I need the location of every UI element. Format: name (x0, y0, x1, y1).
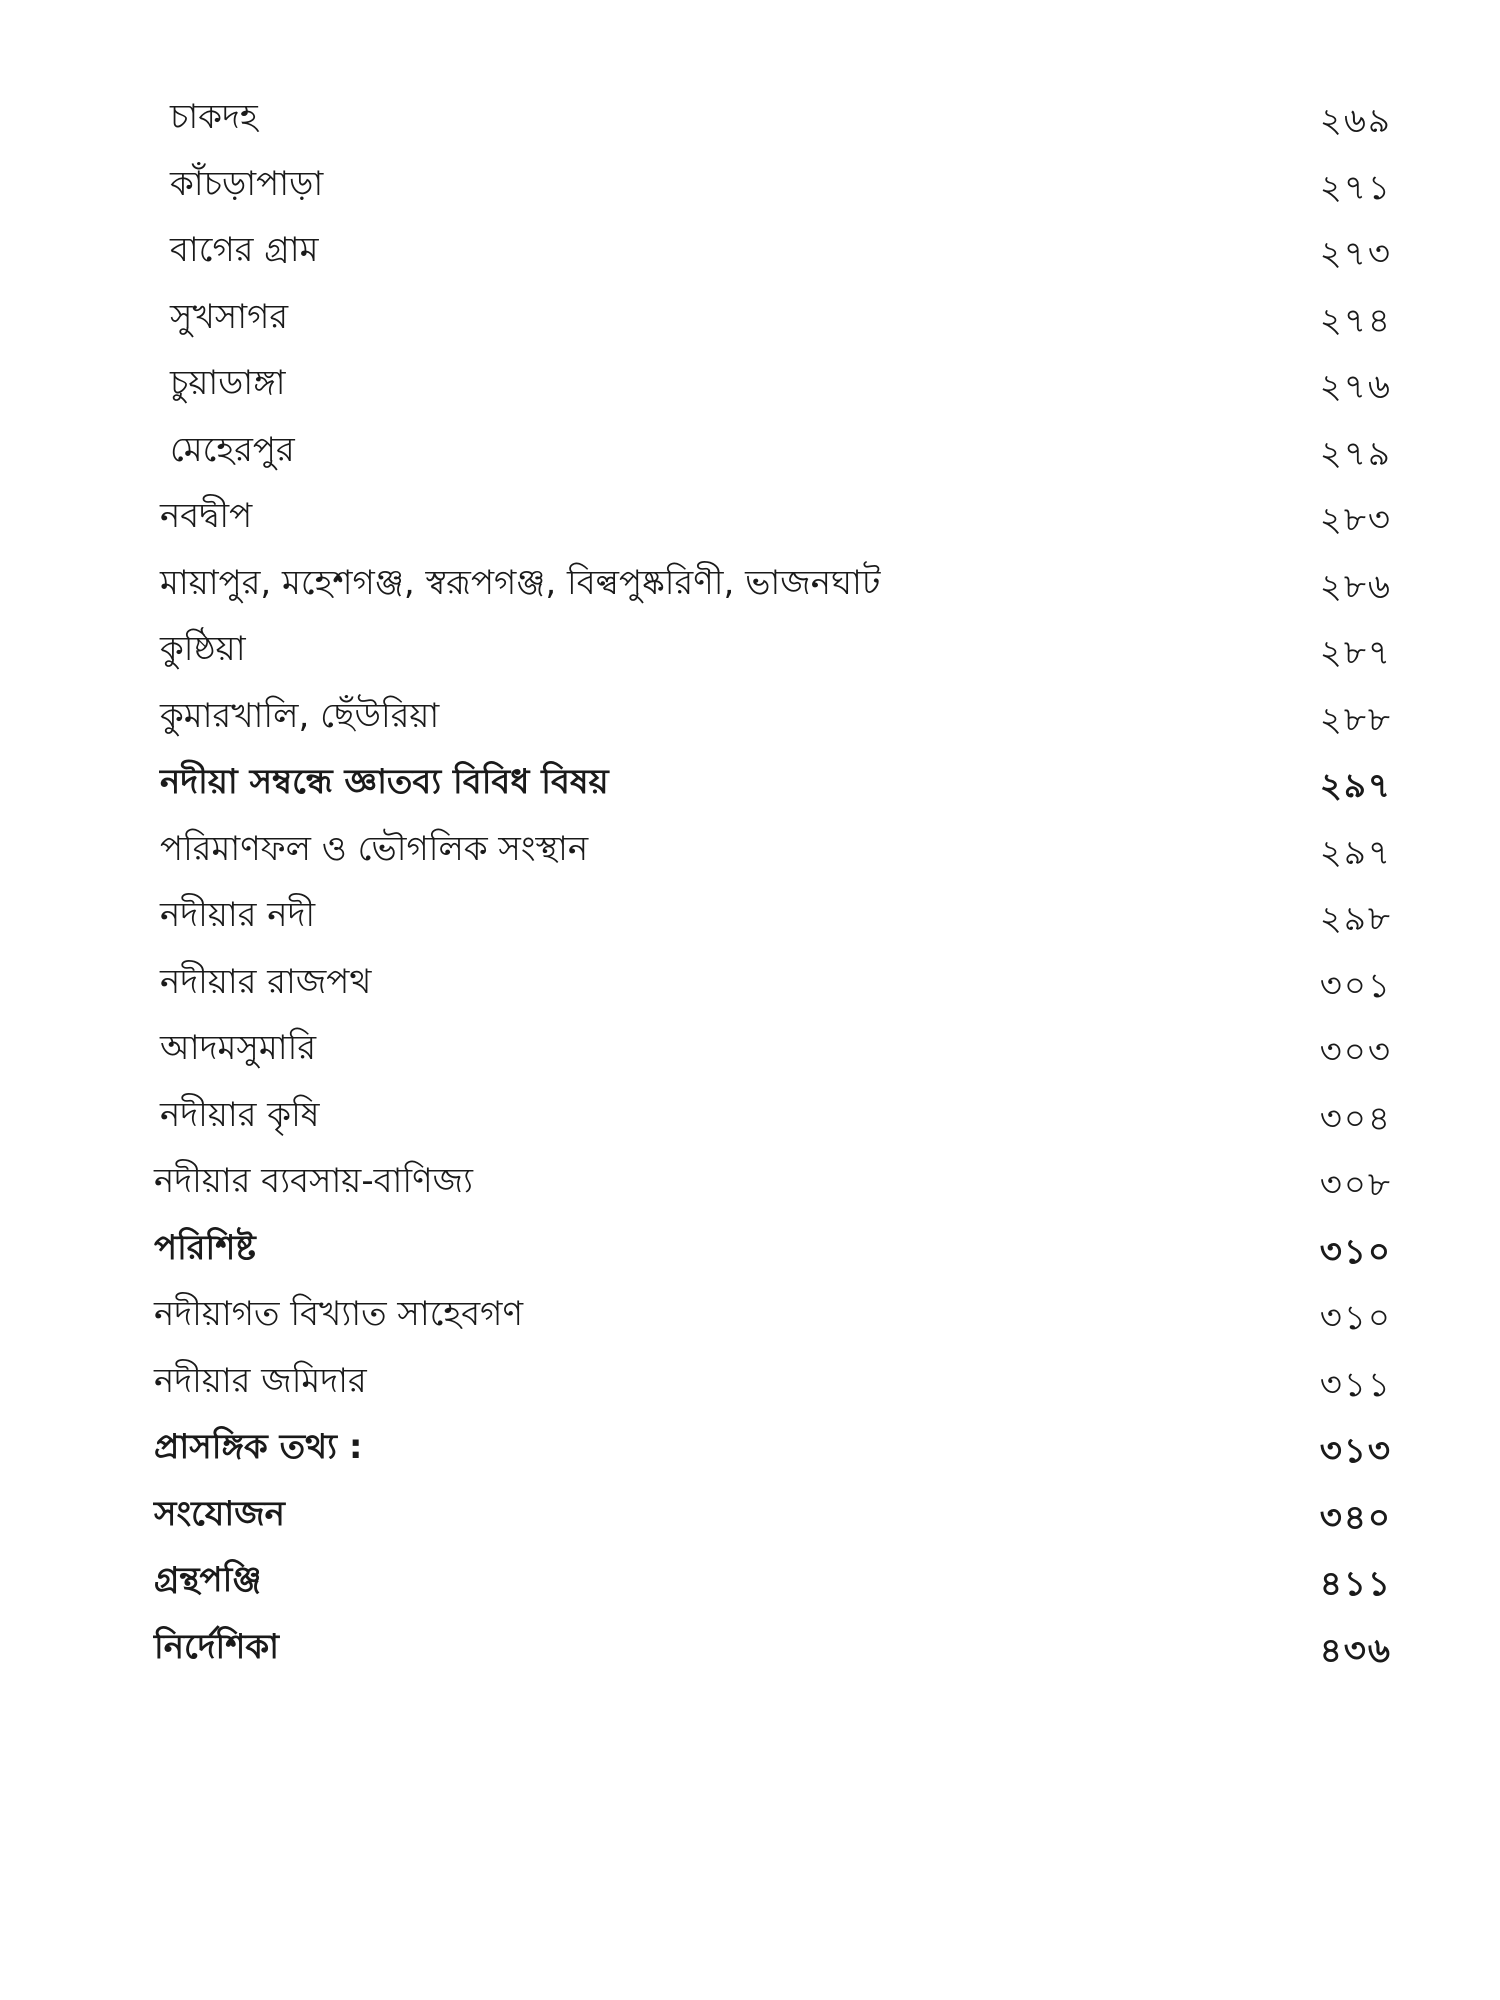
toc-section-title: নদীয়া সম্বন্ধে জ্ঞাতব্য বিবিধ বিষয় (160, 762, 609, 802)
toc-entry-title: পরিমাণফল ও ভৌগলিক সংস্থান (160, 828, 589, 869)
toc-section-page: ৩১৩ (1319, 1431, 1392, 1471)
toc-entry (0, 354, 1500, 421)
toc-entry-page: ২৭৪ (1319, 300, 1392, 341)
toc-entry-page: ২৮৮ (1319, 699, 1392, 740)
toc-section-title: সংযোজন (154, 1493, 285, 1534)
toc-section-heading (0, 753, 1500, 820)
toc-section-heading (0, 1219, 1500, 1286)
toc-section-heading (0, 1418, 1500, 1485)
toc-entry-page: ২৯৮ (1319, 899, 1392, 939)
toc-entry-title: নদীয়ার কৃষি (160, 1094, 320, 1135)
toc-entry (0, 886, 1500, 953)
toc-section-page: ২৯৭ (1319, 766, 1392, 806)
table-of-contents (0, 88, 1500, 1684)
toc-section-title: নির্দেশিকা (154, 1626, 280, 1667)
toc-section-heading (0, 1551, 1500, 1618)
toc-entry-page: ৩০৪ (1319, 1098, 1392, 1139)
toc-entry (0, 1152, 1500, 1219)
toc-section-title: পরিশিষ্ট (154, 1227, 256, 1268)
toc-entry-page: ২৮৬ (1319, 566, 1392, 607)
toc-section-heading (0, 1485, 1500, 1552)
toc-section-page: ৪৩৬ (1319, 1630, 1392, 1671)
toc-section-page: ৪১১ (1319, 1564, 1392, 1604)
toc-entry (0, 1019, 1500, 1086)
toc-entry-title: নদীয়ার জমিদার (154, 1360, 367, 1401)
toc-entry-title: নবদ্বীপ (160, 496, 253, 536)
toc-entry-title: নদীয়ার নদী (160, 895, 316, 935)
toc-entry-title: কাঁচড়াপাড়া (170, 163, 324, 204)
toc-section-title: প্রাসঙ্গিক তথ্য : (154, 1427, 363, 1467)
toc-entry-page: ২৯৭ (1319, 832, 1392, 873)
toc-entry-page: ৩০৮ (1319, 1165, 1392, 1205)
toc-entry (0, 1352, 1500, 1419)
toc-entry-page: ৩০১ (1319, 965, 1392, 1006)
toc-section-title: গ্রন্থপঞ্জি (154, 1560, 262, 1600)
toc-entry-title: কুমারখালি, ছেঁউরিয়া (160, 695, 440, 736)
toc-entry (0, 1285, 1500, 1352)
toc-entry (0, 155, 1500, 222)
toc-entry (0, 620, 1500, 687)
toc-entry (0, 221, 1500, 288)
toc-entry-title: বাগের গ্রাম (170, 230, 319, 270)
toc-entry-title: আদমসুমারি (160, 1028, 317, 1068)
toc-entry-page: ৩১০ (1319, 1298, 1392, 1338)
toc-section-page: ৩৪০ (1319, 1497, 1392, 1538)
toc-entry-title: মেহেরপুর (170, 429, 295, 470)
toc-entry-title: নদীয়ার রাজপথ (160, 961, 372, 1002)
toc-entry (0, 554, 1500, 621)
toc-entry-page: ২৬৯ (1319, 101, 1392, 141)
toc-section-heading (0, 1618, 1500, 1685)
toc-entry (0, 1086, 1500, 1153)
toc-entry-page: ৩০৩ (1319, 1032, 1392, 1072)
toc-entry-page: ২৮৩ (1319, 500, 1392, 540)
toc-entry-page: ২৭৯ (1319, 433, 1392, 474)
toc-entry-title: চুয়াডাঙ্গা (170, 363, 286, 403)
toc-section-page: ৩১০ (1319, 1231, 1392, 1272)
toc-entry-page: ২৮৭ (1319, 633, 1392, 673)
toc-entry (0, 421, 1500, 488)
toc-entry-title: কুষ্ঠিয়া (160, 629, 246, 669)
toc-entry (0, 687, 1500, 754)
toc-entry (0, 288, 1500, 355)
toc-entry (0, 820, 1500, 887)
toc-entry-title: নদীয়ার ব্যবসায়-বাণিজ্য (154, 1161, 473, 1201)
toc-entry-page: ৩১১ (1319, 1364, 1392, 1405)
toc-entry-title: নদীয়াগত বিখ্যাত সাহেবগণ (154, 1294, 523, 1334)
toc-entry-page: ২৭৬ (1319, 367, 1392, 407)
toc-entry-title: চাকদহ (170, 97, 258, 137)
toc-entry (0, 88, 1500, 155)
toc-entry-title: মায়াপুর, মহেশগঞ্জ, স্বরূপগঞ্জ, বিল্বপুষ্করিণী, ভাজনঘাট (160, 562, 881, 603)
toc-entry-page: ২৭১ (1319, 167, 1392, 208)
toc-entry-title: সুখসাগর (170, 296, 289, 337)
toc-entry (0, 487, 1500, 554)
toc-entry (0, 953, 1500, 1020)
toc-entry-page: ২৭৩ (1319, 234, 1392, 274)
